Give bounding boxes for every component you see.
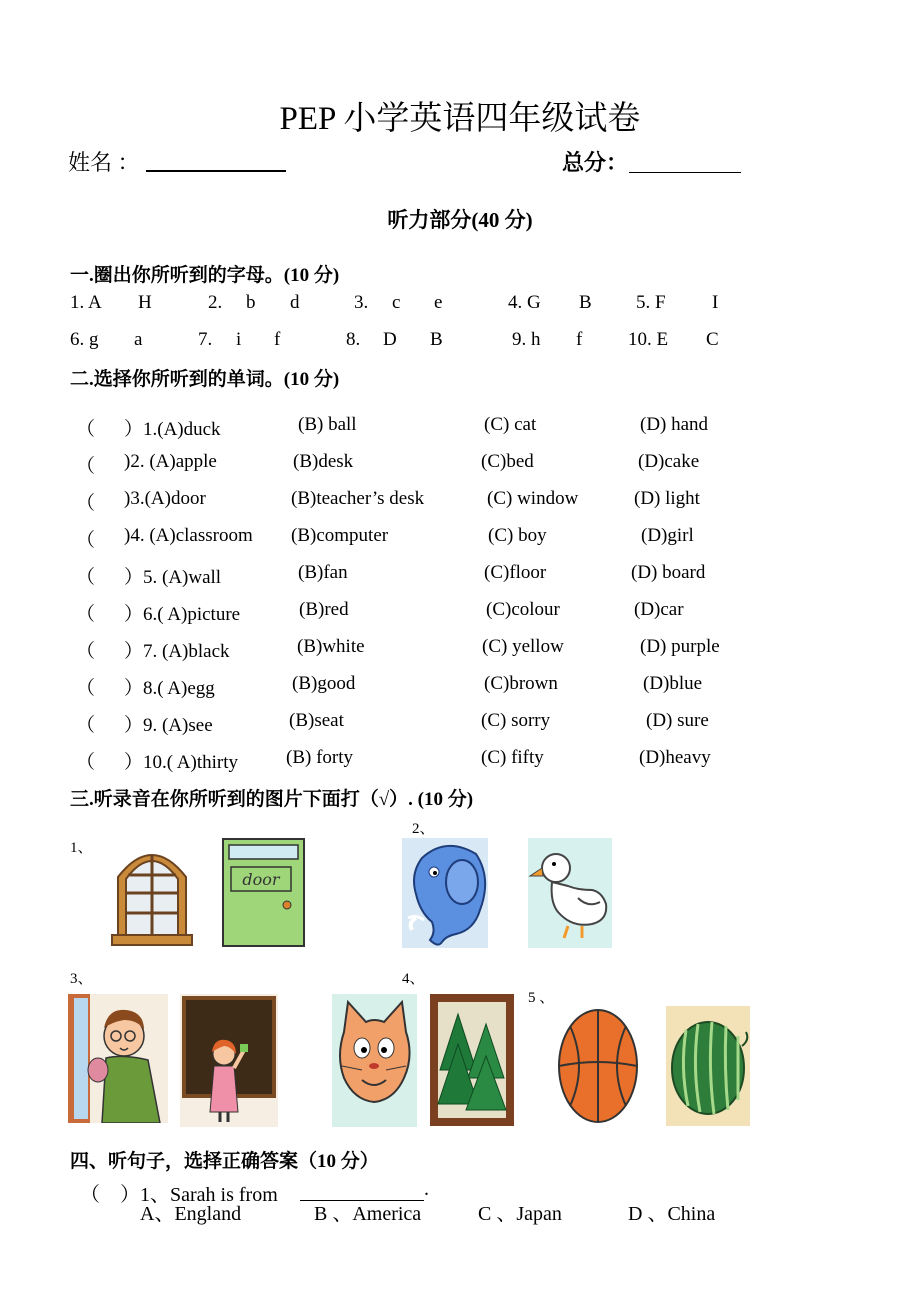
question-item: ）1.(A)duck [124, 419, 221, 440]
letter-item: d [290, 292, 300, 313]
option-d: D 、China [628, 1203, 716, 1225]
letter-item: H [138, 292, 152, 313]
letter-item: 9. h [512, 329, 541, 350]
letter-item: f [576, 329, 583, 350]
option-b: (B)good [292, 673, 356, 694]
tree-picture-frame[interactable] [430, 994, 514, 1126]
question-item: )2. (A)apple [124, 451, 217, 472]
letter-item: e [434, 292, 443, 313]
score-label: 总分： [562, 150, 629, 175]
question-item: ）10.( A)thirty [124, 752, 238, 773]
answer-paren[interactable]: （ [76, 715, 96, 736]
option-d: (D)blue [643, 673, 703, 694]
listening-title: 听力部分(40 分) [387, 208, 533, 232]
option-d: (D) hand [640, 414, 709, 435]
answer-paren[interactable]: （ [76, 530, 96, 551]
option-c: (C)brown [484, 673, 558, 694]
question-item: )3.(A)door [124, 488, 206, 509]
picture-group-label: 5 、 [528, 990, 555, 1006]
answer-paren[interactable]: （ [76, 752, 96, 773]
letter-item: b [246, 292, 256, 313]
section3-title: 三.听录音在你所听到的图片下面打（√）. (10 分) [70, 789, 474, 810]
letter-item: B [579, 292, 592, 313]
option-b: (B) forty [286, 747, 354, 768]
answer-paren[interactable]: （ [76, 604, 96, 625]
answer-paren[interactable]: （ [76, 641, 96, 662]
boy-cleaning-window-picture[interactable] [68, 994, 168, 1123]
option-c: (C)bed [481, 451, 534, 472]
cat-picture[interactable] [332, 994, 417, 1127]
letter-item: 10. E [628, 329, 669, 350]
option-c: (C)colour [486, 599, 560, 620]
letter-item: 2. [208, 292, 223, 313]
watermelon-picture[interactable] [666, 1006, 750, 1126]
question-item: ）8.( A)egg [124, 678, 215, 699]
option-c: (C) boy [488, 525, 547, 546]
question-item: ）9. (A)see [124, 715, 213, 736]
letter-item: a [134, 329, 143, 350]
letter-item: f [274, 329, 281, 350]
option-b: (B)computer [291, 525, 389, 546]
picture-group-label: 4、 [402, 971, 425, 987]
answer-paren[interactable]: （ [76, 456, 96, 477]
letter-item: C [706, 329, 719, 350]
letter-item: c [392, 292, 401, 313]
answer-paren[interactable]: （ [76, 567, 96, 588]
option-d: (D)heavy [639, 747, 711, 768]
letter-item: 4. G [508, 292, 541, 313]
option-b: B 、America [314, 1203, 422, 1225]
letter-item: I [712, 292, 719, 313]
letter-item: D [383, 329, 397, 350]
score-field-line[interactable] [629, 172, 741, 173]
option-b: (B)fan [298, 562, 348, 583]
option-b: (B) ball [298, 414, 357, 435]
letter-item: 1. A [70, 292, 102, 313]
duck-picture[interactable] [528, 838, 612, 948]
section2-title: 二.选择你所听到的单词。(10 分) [70, 369, 340, 390]
name-label: 姓名 ： [68, 150, 140, 175]
option-b: (B)red [299, 599, 349, 620]
option-b: (B)teacher’s desk [291, 488, 425, 509]
letter-item: B [430, 329, 443, 350]
question-item: ）6.( A)picture [124, 604, 241, 625]
picture-group-label: 2、 [412, 821, 435, 837]
name-field-line[interactable] [146, 170, 286, 172]
option-d: (D) purple [640, 636, 720, 657]
option-c: (C) yellow [482, 636, 564, 657]
option-b: (B)desk [293, 451, 354, 472]
option-c: (C) cat [484, 414, 537, 435]
door-picture[interactable] [221, 837, 306, 948]
option-d: (D) light [634, 488, 700, 509]
option-d: (D) sure [646, 710, 709, 731]
option-c: (C)floor [484, 562, 547, 583]
question-end: . [424, 1178, 429, 1200]
option-a: A、England [140, 1203, 242, 1225]
letter-item: i [236, 329, 242, 350]
letter-item: 7. [198, 329, 213, 350]
page-title: PEP 小学英语四年级试卷 [279, 101, 641, 137]
question-text: （ ）1、Sarah is from [80, 1184, 278, 1206]
question-item: ）5. (A)wall [124, 567, 222, 588]
question-item: ）7. (A)black [124, 641, 230, 662]
picture-group-label: 3、 [70, 971, 93, 987]
elephant-picture[interactable] [402, 838, 488, 948]
section1-title: 一.圈出你所听到的字母。(10 分) [70, 265, 340, 286]
question-item: )4. (A)classroom [124, 525, 253, 546]
girl-cleaning-board-picture[interactable] [180, 994, 278, 1127]
option-d: (D) board [631, 562, 706, 583]
door-word: door [242, 870, 280, 889]
section4-title: 四、听句子，选择正确答案（10 分） [70, 1151, 379, 1172]
window-picture[interactable] [108, 837, 196, 948]
option-c: C 、Japan [478, 1203, 562, 1225]
answer-paren[interactable]: （ [76, 419, 96, 440]
option-c: (C) fifty [481, 747, 544, 768]
letter-item: 3. [354, 292, 369, 313]
option-c: (C) sorry [481, 710, 551, 731]
basketball-picture[interactable] [556, 1006, 640, 1126]
option-d: (D)car [634, 599, 684, 620]
option-d: (D)girl [641, 525, 694, 546]
letter-item: 8. [346, 329, 361, 350]
option-b: (B)white [297, 636, 365, 657]
answer-paren[interactable]: （ [76, 678, 96, 699]
answer-paren[interactable]: （ [76, 493, 96, 514]
option-d: (D)cake [638, 451, 700, 472]
picture-group-label: 1、 [70, 840, 93, 856]
letter-item: 5. F [636, 292, 666, 313]
option-b: (B)seat [289, 710, 344, 731]
option-c: (C) window [487, 488, 579, 509]
letter-item: 6. g [70, 329, 99, 350]
